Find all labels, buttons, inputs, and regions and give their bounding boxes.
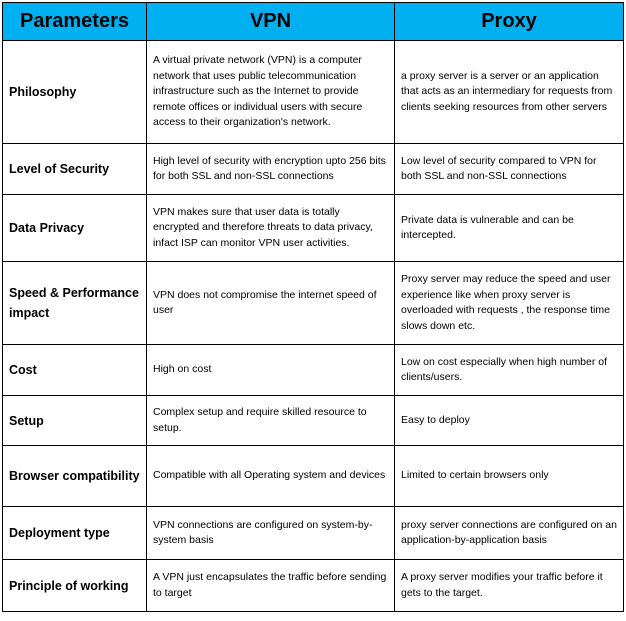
table-row — [3, 144, 624, 195]
proxy-cell: Proxy server may reduce the speed and user experience like when proxy server is overloaded with requests , the response time slows down etc. — [395, 262, 624, 345]
table-row — [3, 345, 624, 396]
vpn-cell: VPN does not compromise the internet speed of user — [147, 262, 395, 345]
vpn-cell: High on cost — [147, 345, 395, 396]
vpn-cell: VPN makes sure that user data is totally encrypted and therefore threats to data privacy, infact ISP can monitor VPN user activities. — [147, 195, 395, 262]
comparison-table — [2, 2, 624, 612]
vpn-cell: VPN connections are configured on system-by-system basis — [147, 507, 395, 560]
table-row — [3, 396, 624, 446]
proxy-cell: proxy server connections are configured on an application-by-application basis — [395, 507, 624, 560]
header-parameters: Parameters — [3, 3, 147, 41]
parameter-cell: Deployment type — [3, 507, 147, 560]
proxy-cell: a proxy server is a server or an application that acts as an intermediary for requests from clients seeking resources from other servers — [395, 41, 624, 144]
table-row — [3, 507, 624, 560]
vpn-cell: Compatible with all Operating system and devices — [147, 446, 395, 507]
table-row — [3, 262, 624, 345]
parameter-cell: Level of Security — [3, 144, 147, 195]
proxy-cell: Low level of security compared to VPN for both SSL and non-SSL connections — [395, 144, 624, 195]
parameter-cell: Philosophy — [3, 41, 147, 144]
parameter-cell: Cost — [3, 345, 147, 396]
parameter-cell: Setup — [3, 396, 147, 446]
table-row — [3, 446, 624, 507]
proxy-cell: Limited to certain browsers only — [395, 446, 624, 507]
proxy-cell: Low on cost especially when high number of clients/users. — [395, 345, 624, 396]
header-proxy: Proxy — [395, 3, 624, 41]
vpn-cell: A virtual private network (VPN) is a computer network that uses public telecommunication infrastructure such as the Internet to provide remote offices or individual users with secure access to their organization's network. — [147, 41, 395, 144]
table-row — [3, 41, 624, 144]
parameter-cell: Principle of working — [3, 560, 147, 612]
vpn-cell: A VPN just encapsulates the traffic before sending to target — [147, 560, 395, 612]
table-row — [3, 560, 624, 612]
proxy-cell: Private data is vulnerable and can be intercepted. — [395, 195, 624, 262]
table-row — [3, 195, 624, 262]
parameter-cell: Speed & Performance impact — [3, 262, 147, 345]
proxy-cell: Easy to deploy — [395, 396, 624, 446]
header-row — [3, 3, 624, 41]
parameter-cell: Data Privacy — [3, 195, 147, 262]
header-vpn: VPN — [147, 3, 395, 41]
parameter-cell: Browser compatibility — [3, 446, 147, 507]
vpn-cell: High level of security with encryption upto 256 bits for both SSL and non-SSL connections — [147, 144, 395, 195]
proxy-cell: A proxy server modifies your traffic before it gets to the target. — [395, 560, 624, 612]
vpn-cell: Complex setup and require skilled resource to setup. — [147, 396, 395, 446]
